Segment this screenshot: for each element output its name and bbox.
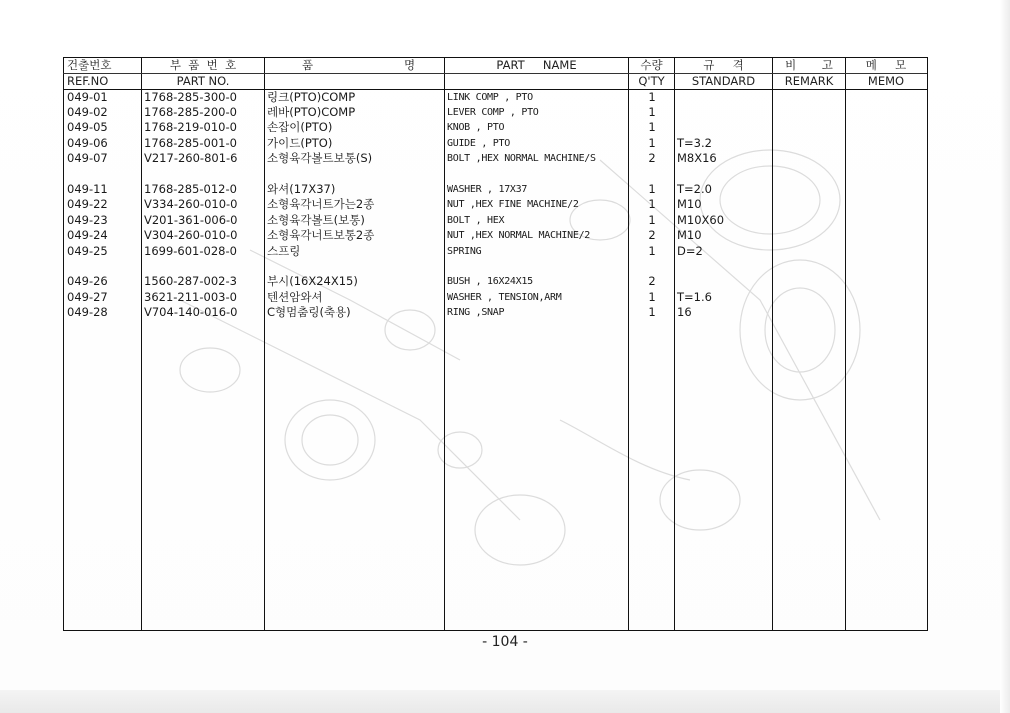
part-name-cell: KNOB , PTO xyxy=(447,122,505,133)
qty-cell: 2 xyxy=(648,151,656,165)
part-no-cell: 3621-211-003-0 xyxy=(144,290,237,304)
part-name-cell: NUT ,HEX NORMAL MACHINE/2 xyxy=(447,230,591,241)
part-name-cell: WASHER , TENSION,ARM xyxy=(447,292,562,303)
standard-cell: T=1.6 xyxy=(677,290,712,304)
column-divider xyxy=(141,57,142,630)
part-name-cell: LEVER COMP , PTO xyxy=(447,107,539,118)
korean-name-cell: 가이드(PTO) xyxy=(267,136,333,150)
part-no-cell: V304-260-010-0 xyxy=(144,228,238,242)
header-name-ko-left: 품 xyxy=(302,58,314,72)
page-bottom-edge xyxy=(0,690,1010,713)
part-no-cell: 1699-601-028-0 xyxy=(144,244,237,258)
column-divider xyxy=(264,57,265,630)
part-name-cell: SPRING xyxy=(447,246,482,257)
header-part-no-en: PART NO. xyxy=(176,74,230,88)
part-name-cell: BUSH , 16X24X15 xyxy=(447,276,533,287)
part-no-cell: V334-260-010-0 xyxy=(144,197,238,211)
korean-name-cell: 링크(PTO)COMP xyxy=(267,90,356,104)
part-name-cell: BOLT , HEX xyxy=(447,215,505,226)
qty-cell: 1 xyxy=(648,197,656,211)
qty-cell: 1 xyxy=(648,290,656,304)
part-no-cell: 1768-285-300-0 xyxy=(144,90,237,104)
ref-no-cell: 049-22 xyxy=(67,197,108,211)
korean-name-cell: C형멈춤링(축용) xyxy=(267,305,351,319)
qty-cell: 1 xyxy=(648,136,656,150)
ref-no-cell: 049-24 xyxy=(67,228,108,242)
header-remark-ko: 비 고 xyxy=(785,58,833,72)
qty-cell: 2 xyxy=(648,274,656,288)
standard-cell: T=3.2 xyxy=(677,136,712,150)
part-no-cell: 1768-285-200-0 xyxy=(144,105,237,119)
korean-name-cell: 소형육각볼트(보통) xyxy=(267,213,365,227)
ref-no-cell: 049-28 xyxy=(67,305,108,319)
korean-name-cell: 소형육각너트보통2종 xyxy=(267,228,375,242)
header-qty-en: Q'TY xyxy=(638,74,665,88)
korean-name-cell: 스프링 xyxy=(267,244,301,258)
ref-no-cell: 049-27 xyxy=(67,290,108,304)
qty-cell: 1 xyxy=(648,120,656,134)
qty-cell: 2 xyxy=(648,228,656,242)
qty-cell: 1 xyxy=(648,305,656,319)
column-divider xyxy=(674,57,675,630)
qty-cell: 1 xyxy=(648,182,656,196)
header-remark-en: REMARK xyxy=(784,74,834,88)
standard-cell: T=2.0 xyxy=(677,182,712,196)
header-ref-no-en: REF.NO xyxy=(67,74,109,88)
standard-cell: M10X60 xyxy=(677,213,725,227)
qty-cell: 1 xyxy=(648,213,656,227)
column-divider xyxy=(444,57,445,630)
part-no-cell: V201-361-006-0 xyxy=(144,213,238,227)
header-ref-no-ko: 건출번호 xyxy=(67,58,112,72)
standard-cell: 16 xyxy=(677,305,692,319)
part-no-cell: 1768-285-012-0 xyxy=(144,182,237,196)
header-standard-en: STANDARD xyxy=(691,74,756,88)
ref-no-cell: 049-02 xyxy=(67,105,108,119)
part-no-cell: 1560-287-002-3 xyxy=(144,274,237,288)
part-no-cell: 1768-219-010-0 xyxy=(144,120,237,134)
qty-cell: 1 xyxy=(648,244,656,258)
part-name-cell: LINK COMP , PTO xyxy=(447,92,533,103)
korean-name-cell: 텐션암와셔 xyxy=(267,290,323,304)
part-no-cell: V217-260-801-6 xyxy=(144,151,238,165)
qty-cell: 1 xyxy=(648,90,656,104)
ref-no-cell: 049-23 xyxy=(67,213,108,227)
standard-cell: M10 xyxy=(677,228,702,242)
part-name-cell: WASHER , 17X37 xyxy=(447,184,528,195)
header-qty-ko: 수량 xyxy=(640,58,663,72)
part-no-cell: V704-140-016-0 xyxy=(144,305,238,319)
qty-cell: 1 xyxy=(648,105,656,119)
standard-cell: M8X16 xyxy=(677,151,717,165)
part-name-cell: GUIDE , PTO xyxy=(447,138,510,149)
header-part-name-en: PART NAME xyxy=(496,58,577,72)
part-name-cell: RING ,SNAP xyxy=(447,307,505,318)
korean-name-cell: 와셔(17X37) xyxy=(267,182,336,196)
ref-no-cell: 049-05 xyxy=(67,120,108,134)
header-standard-ko: 규 격 xyxy=(703,58,744,72)
standard-cell: M10 xyxy=(677,197,702,211)
ref-no-cell: 049-26 xyxy=(67,274,108,288)
page-number: - 104 - xyxy=(482,634,528,650)
column-divider xyxy=(628,57,629,630)
header-name-ko-right: 명 xyxy=(404,58,416,72)
korean-name-cell: 손잡이(PTO) xyxy=(267,120,333,134)
part-name-cell: BOLT ,HEX NORMAL MACHINE/S xyxy=(447,153,596,164)
header-memo-ko: 메 모 xyxy=(865,58,907,72)
ref-no-cell: 049-01 xyxy=(67,90,108,104)
header-part-no-ko: 부 품 번 호 xyxy=(169,58,237,72)
ref-no-cell: 049-07 xyxy=(67,151,108,165)
korean-name-cell: 소형육각볼트보통(S) xyxy=(267,151,373,165)
korean-name-cell: 레바(PTO)COMP xyxy=(267,105,356,119)
part-no-cell: 1768-285-001-0 xyxy=(144,136,237,150)
ref-no-cell: 049-11 xyxy=(67,182,108,196)
ref-no-cell: 049-06 xyxy=(67,136,108,150)
column-divider xyxy=(845,57,846,630)
ref-no-cell: 049-25 xyxy=(67,244,108,258)
standard-cell: D=2 xyxy=(677,244,703,258)
page-right-edge xyxy=(1000,0,1010,713)
korean-name-cell: 소형육각너트가는2종 xyxy=(267,197,375,211)
korean-name-cell: 부시(16X24X15) xyxy=(267,274,358,288)
column-divider xyxy=(772,57,773,630)
part-name-cell: NUT ,HEX FINE MACHINE/2 xyxy=(447,199,579,210)
header-memo-en: MEMO xyxy=(867,74,905,88)
